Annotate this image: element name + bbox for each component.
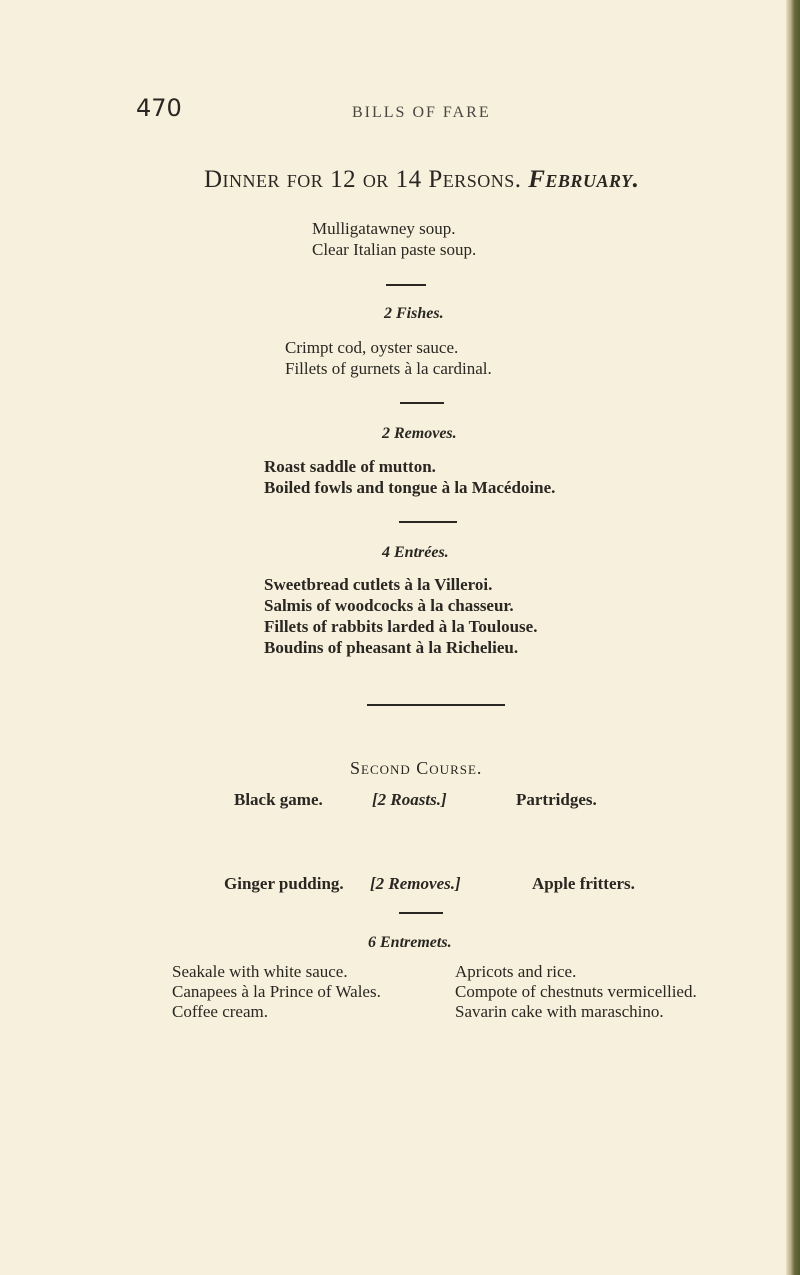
soup-item: Mulligatawney soup. [312,219,456,238]
second-course-title: Second Course. [350,758,483,778]
page-edge [786,0,800,1275]
removes2-right: Apple fritters. [532,874,635,893]
entrees-list [264,574,537,658]
roasts-center [372,790,447,810]
page-title [204,166,639,194]
divider [386,284,426,286]
entremets-right-column [455,962,697,1022]
divider [400,402,444,404]
title-month: February. [528,166,640,193]
entremet-item: Canapees à la Prince of Wales. [172,982,381,1001]
entremet-item: Savarin cake with maraschino. [455,1002,664,1021]
fishes-heading: 2 Fishes. [384,305,444,322]
roasts-left: Black game. [234,790,323,809]
roasts-right: Partridges. [516,790,597,809]
divider [399,912,443,914]
entremet-item: Compote of chestnuts vermicellied. [455,982,697,1001]
title-text: Dinner for 12 or 14 Persons. [204,166,522,193]
removes-heading: 2 Removes. [382,425,457,442]
soup-list [312,218,476,260]
fishes-list [285,337,492,379]
fish-item: Fillets of gurnets à la cardinal. [285,359,492,378]
divider [399,521,457,523]
soup-item: Clear Italian paste soup. [312,240,477,259]
entremet-item: Coffee cream. [172,1002,268,1021]
entremets-heading: 6 Entremets. [368,934,452,951]
entremets-left-column [172,962,381,1022]
running-head: BILLS OF FARE [352,104,491,121]
entree-item: Salmis of woodcocks à la chasseur. [264,596,514,615]
removes2-left: Ginger pudding. [224,874,344,893]
entremet-item: Seakale with white sauce. [172,962,348,981]
removes-list [264,456,555,498]
entrees-heading: 4 Entrées. [382,544,449,561]
roasts-label: [2 Roasts.] [372,790,447,809]
remove-item: Roast saddle of mutton. [264,457,436,476]
fish-item: Crimpt cod, oyster sauce. [285,338,459,357]
page-number: 470 [136,94,182,122]
entremet-item: Apricots and rice. [455,962,577,981]
entree-item: Boudins of pheasant à la Richelieu. [264,638,519,657]
entree-item: Fillets of rabbits larded à la Toulouse. [264,617,538,636]
entree-item: Sweetbread cutlets à la Villeroi. [264,575,493,594]
divider [367,704,505,706]
removes2-label: [2 Removes.] [370,874,461,893]
remove-item: Boiled fowls and tongue à la Macédoine. [264,478,556,497]
removes2-center [370,874,461,894]
